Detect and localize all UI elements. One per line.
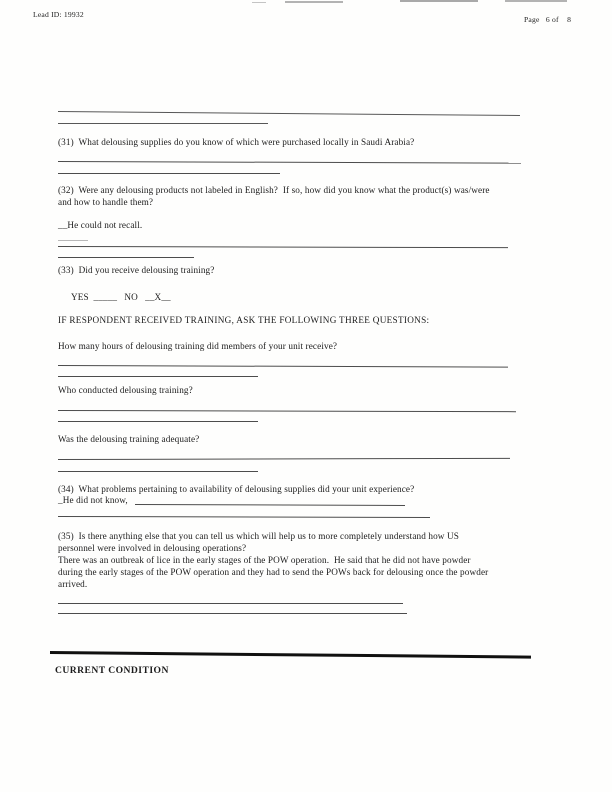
- current-condition-heading: CURRENT CONDITION: [55, 665, 169, 676]
- answer-line: [58, 603, 403, 604]
- lead-id-label: Lead ID: 19932: [33, 10, 84, 19]
- answer-line: [58, 516, 430, 518]
- question-34-answer: _He did not know,: [58, 495, 128, 505]
- page-number: Page 6 of 8: [524, 15, 572, 24]
- answer-line: [58, 173, 280, 174]
- question-33-yes-no-response: YES _____ NO __X__: [71, 292, 171, 302]
- answer-line: [58, 613, 407, 614]
- answer-line: [58, 161, 521, 164]
- answer-line: [58, 246, 508, 248]
- question-35-answer-line3: arrived.: [58, 579, 88, 589]
- question-33: (33) Did you receive delousing training?: [58, 265, 215, 275]
- question-35-line1: (35) Is there anything else that you can tell us which will help us to more completely understand how US: [58, 531, 459, 541]
- scan-artifact: [505, 0, 567, 2]
- question-35-line2: personnel were involved in delousing operations?: [58, 543, 247, 553]
- answer-line: [58, 111, 520, 116]
- subquestion-conducted: Who conducted delousing training?: [58, 385, 193, 395]
- question-34: (34) What problems pertaining to availability of delousing supplies did your unit experience?: [58, 484, 415, 494]
- question-32-answer: __He could not recall.: [58, 220, 143, 230]
- question-32-line1: (32) Were any delousing products not labeled in English? If so, how did you know what the product(s) was/were: [58, 185, 490, 195]
- question-32-line2: and how to handle them?: [58, 197, 154, 207]
- question-35-answer-line2: during the early stages of the POW operation and they had to send the POWs back for delousing once the powder: [58, 567, 489, 577]
- answer-line: [58, 123, 268, 124]
- answer-line: [58, 471, 258, 472]
- answer-line: [58, 376, 258, 377]
- answer-line: [58, 240, 88, 241]
- answer-line: [58, 257, 194, 258]
- question-31: (31) What delousing supplies do you know of which were purchased locally in Saudi Arabia?: [58, 137, 415, 147]
- scan-artifact: [400, 0, 478, 2]
- training-instruction: IF RESPONDENT RECEIVED TRAINING, ASK THE FOLLOWING THREE QUESTIONS:: [58, 315, 430, 325]
- section-divider-rule: [50, 651, 531, 658]
- subquestion-adequate: Was the delousing training adequate?: [58, 434, 200, 444]
- answer-line: [58, 365, 508, 368]
- answer-line: [58, 410, 516, 412]
- scan-artifact: [252, 2, 266, 3]
- subquestion-hours: How many hours of delousing training did members of your unit receive?: [58, 341, 338, 351]
- answer-line: [58, 421, 258, 422]
- question-35-answer-line1: There was an outbreak of lice in the early stages of the POW operation. He said that he did not have powder: [58, 555, 471, 565]
- answer-line: [135, 504, 405, 506]
- answer-line: [58, 458, 510, 460]
- scan-artifact: [285, 1, 343, 3]
